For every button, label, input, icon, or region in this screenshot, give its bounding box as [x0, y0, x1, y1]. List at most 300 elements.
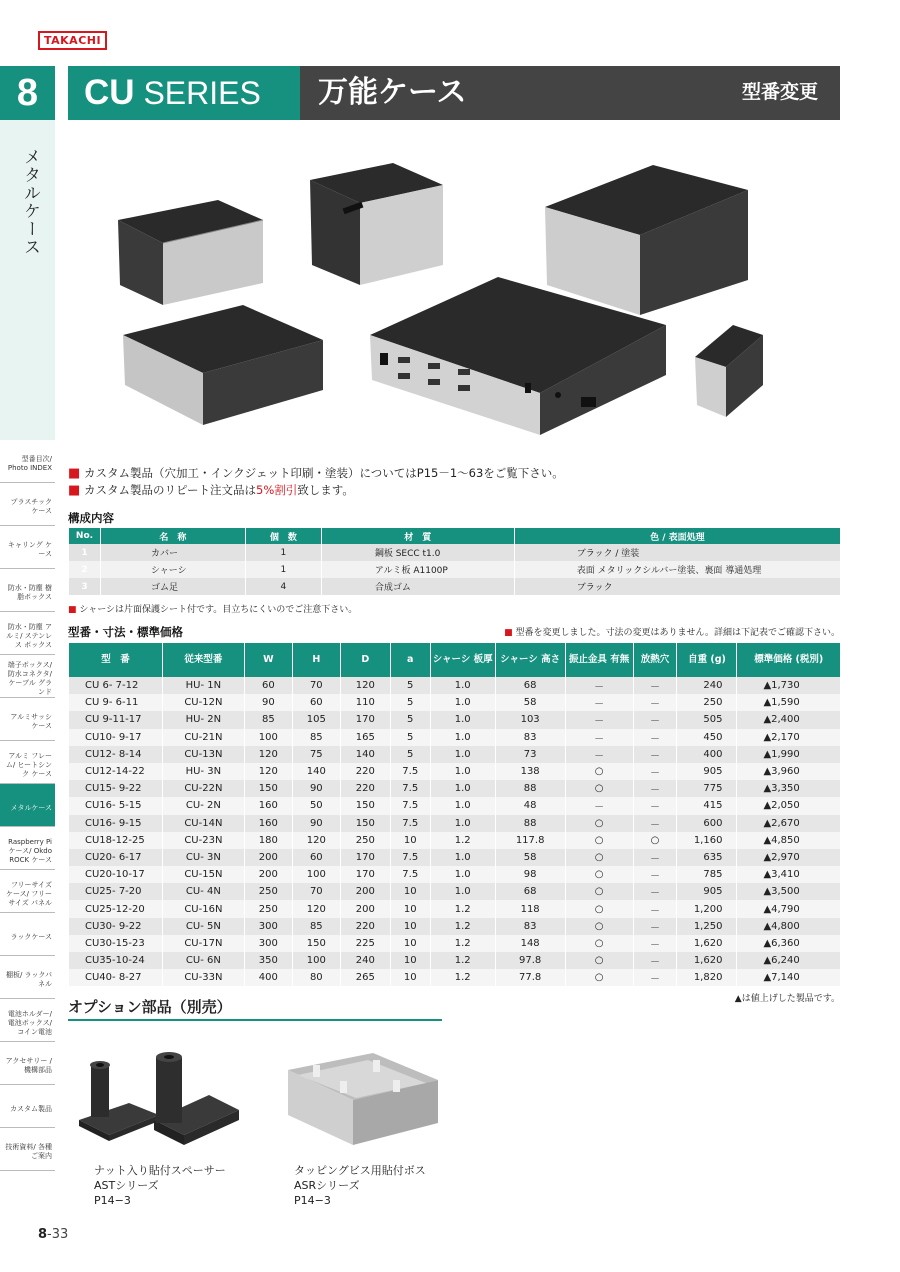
takachi-logo: TAKACHI [38, 31, 107, 50]
cell: 1,620 [677, 935, 737, 952]
model-change-badge: 型番変更 [741, 81, 818, 103]
cell: 785 [677, 866, 737, 883]
cell: アルミ板 A1100P [321, 561, 514, 578]
cell: 905 [677, 763, 737, 780]
cell: 150 [244, 780, 292, 797]
cell: ▲1,730 [737, 677, 840, 694]
chapter-title: メタルケース [20, 148, 40, 256]
cell: 905 [677, 883, 737, 900]
cell: － [633, 694, 677, 711]
table-row [69, 866, 841, 883]
cell: CU- 2N [162, 797, 244, 814]
model-change-notice [504, 625, 840, 638]
cell: 1,620 [677, 952, 737, 969]
cell: CU18-12-25 [69, 832, 163, 849]
cell: ▲6,240 [737, 952, 840, 969]
cell: ○ [565, 849, 633, 866]
col-d: D [340, 643, 390, 677]
table-row [69, 832, 841, 849]
cell: シャーシ [100, 561, 245, 578]
cell: 1.0 [430, 849, 495, 866]
cell: － [565, 711, 633, 728]
cell: 250 [244, 900, 292, 917]
product-photo [68, 135, 840, 450]
cell: 60 [292, 694, 340, 711]
cell: ▲7,140 [737, 969, 840, 986]
cell: ○ [565, 780, 633, 797]
cell: － [633, 815, 677, 832]
cell: 400 [677, 746, 737, 763]
cell: － [633, 797, 677, 814]
side-nav-item-custom[interactable]: カスタム製品 [0, 1085, 55, 1128]
series-name [84, 70, 261, 116]
cell: 83 [495, 729, 565, 746]
cell: 170 [340, 849, 390, 866]
cell: CU-22N [162, 780, 244, 797]
table-row [69, 815, 841, 832]
cell: 600 [677, 815, 737, 832]
cell: 50 [292, 797, 340, 814]
side-nav-item-accessory[interactable]: アクセサリー /機構部品 [0, 1042, 55, 1085]
cell: － [633, 763, 677, 780]
col-no: No. [69, 528, 101, 544]
option-boss-caption [294, 1163, 426, 1208]
cell: 2 [69, 561, 101, 578]
cell: CU-12N [162, 694, 244, 711]
cell: 合成ゴム [321, 578, 514, 595]
cell: ▲2,400 [737, 711, 840, 728]
custom-note-2-pre: カスタム製品のリピート注文品は [83, 483, 256, 497]
cell: 1,250 [677, 918, 737, 935]
cell: ブラック / 塗装 [514, 544, 840, 561]
cell: 85 [292, 729, 340, 746]
cell: CU20-10-17 [69, 866, 163, 883]
series-word: SERIES [143, 75, 261, 111]
cell: 77.8 [495, 969, 565, 986]
cell: 1.2 [430, 832, 495, 849]
cell: 505 [677, 711, 737, 728]
side-nav-item-aluminum-sash[interactable]: アルミサッシ ケース [0, 698, 55, 741]
cell: ▲2,170 [737, 729, 840, 746]
cell: 160 [244, 797, 292, 814]
cell: 148 [495, 935, 565, 952]
cell: 110 [340, 694, 390, 711]
side-nav-item-metal-case[interactable]: メタルケース [0, 784, 55, 827]
cell: CU15- 9-22 [69, 780, 163, 797]
cell: 7.5 [390, 797, 430, 814]
spec-header-row [69, 643, 841, 677]
cell: HU- 1N [162, 677, 244, 694]
composition-header-row [69, 528, 841, 544]
cell: 7.5 [390, 849, 430, 866]
cell: ▲3,960 [737, 763, 840, 780]
cell: ▲3,500 [737, 883, 840, 900]
cell: ▲1,590 [737, 694, 840, 711]
cell: CU- 3N [162, 849, 244, 866]
cell: 1.0 [430, 763, 495, 780]
case-image-large [545, 165, 748, 315]
cell: 150 [340, 797, 390, 814]
cell: 200 [340, 883, 390, 900]
col-name: 名 称 [100, 528, 245, 544]
chapter-number: 8 [0, 66, 55, 120]
cell: CU-33N [162, 969, 244, 986]
table-row [69, 952, 841, 969]
cell: 58 [495, 849, 565, 866]
spec-table [68, 643, 840, 986]
cell: 250 [244, 883, 292, 900]
side-nav-item-technical[interactable]: 技術資料/ 各種ご案内 [0, 1128, 55, 1171]
col-weight: 自重 (g) [677, 643, 737, 677]
cell: 60 [244, 677, 292, 694]
cell: 90 [292, 780, 340, 797]
cell: 165 [340, 729, 390, 746]
cell: ゴム足 [100, 578, 245, 595]
cell: 220 [340, 763, 390, 780]
cell: 1.0 [430, 729, 495, 746]
option-boss-series: ASRシリーズ [294, 1179, 360, 1192]
cell: CU- 5N [162, 918, 244, 935]
cell: ○ [633, 832, 677, 849]
cell: 1.2 [430, 952, 495, 969]
side-nav-item-plastic[interactable]: プラスチック ケース [0, 483, 55, 526]
cell: 1.2 [430, 900, 495, 917]
cell: 1,200 [677, 900, 737, 917]
cell: ○ [565, 918, 633, 935]
cell: ○ [565, 952, 633, 969]
cell: 120 [292, 900, 340, 917]
cell: 120 [340, 677, 390, 694]
cell: 5 [390, 711, 430, 728]
cell: － [633, 883, 677, 900]
cell: ▲2,970 [737, 849, 840, 866]
cell: 85 [292, 918, 340, 935]
cell: 117.8 [495, 832, 565, 849]
boss-image [278, 1045, 443, 1150]
cell: 300 [244, 935, 292, 952]
col-h: H [292, 643, 340, 677]
cell: CU-15N [162, 866, 244, 883]
side-nav-item-rack-case[interactable]: ラックケース [0, 913, 55, 956]
bullet-icon: ■ [68, 605, 77, 615]
cell: ○ [565, 935, 633, 952]
col-bracket: 振止金具 有無 [565, 643, 633, 677]
cell: 200 [340, 900, 390, 917]
cell: 265 [340, 969, 390, 986]
col-material: 材 質 [321, 528, 514, 544]
cell: 105 [292, 711, 340, 728]
cell: 90 [244, 694, 292, 711]
cell: 1 [245, 544, 321, 561]
cell: CU30- 9-22 [69, 918, 163, 935]
cell: 1.2 [430, 918, 495, 935]
cell: CU10- 9-17 [69, 729, 163, 746]
cell: ▲1,990 [737, 746, 840, 763]
cell: 5 [390, 746, 430, 763]
table-row [69, 935, 841, 952]
options-divider [68, 1019, 442, 1021]
table-row [69, 578, 841, 595]
cell: 100 [244, 729, 292, 746]
cell: カバー [100, 544, 245, 561]
cell: CU 9-11-17 [69, 711, 163, 728]
cell: 100 [292, 952, 340, 969]
chassis-note-text: シャーシは片面保護シート付です。目立ちにくいのでご注意下さい。 [79, 605, 358, 615]
cell: 85 [244, 711, 292, 728]
cell: ○ [565, 969, 633, 986]
cell: ▲3,410 [737, 866, 840, 883]
side-nav-item-raspberry[interactable]: Raspberry Piケース/ Okdo ROCK ケース [0, 827, 55, 870]
cell: ▲2,050 [737, 797, 840, 814]
cell: 7.5 [390, 780, 430, 797]
table-row [69, 918, 841, 935]
cell: 1.0 [430, 711, 495, 728]
spacer-image [74, 1035, 244, 1150]
cell: 225 [340, 935, 390, 952]
cell: CU12-14-22 [69, 763, 163, 780]
cell: 1 [69, 544, 101, 561]
cell: 120 [244, 763, 292, 780]
cell: 97.8 [495, 952, 565, 969]
model-change-notice-text: 型番を変更しました。寸法の変更はありません。詳細は下記表でご確認下さい。 [515, 628, 840, 638]
discount-text: 5%割引 [256, 483, 298, 497]
side-nav-item-carrying[interactable]: キャリング ケース [0, 526, 55, 569]
cell: CU-13N [162, 746, 244, 763]
cell: 88 [495, 780, 565, 797]
cell: CU16- 5-15 [69, 797, 163, 814]
cell: CU16- 9-15 [69, 815, 163, 832]
col-w: W [244, 643, 292, 677]
cell: 70 [292, 883, 340, 900]
bullet-icon: ■ [504, 628, 513, 638]
option-boss-name: タッピングビス用貼付ボス [294, 1164, 426, 1177]
cell: － [633, 729, 677, 746]
page-suffix: -33 [47, 1227, 69, 1242]
cell: 80 [292, 969, 340, 986]
cell: － [633, 935, 677, 952]
side-nav-item-free-size[interactable]: フリーサイズ ケース/ フリーサイズ パネル [0, 870, 55, 913]
cell: 10 [390, 900, 430, 917]
custom-note-1 [68, 465, 564, 482]
cell: 635 [677, 849, 737, 866]
cell: 200 [244, 866, 292, 883]
cell: ○ [565, 763, 633, 780]
cell: CU12- 8-14 [69, 746, 163, 763]
cell: 1.0 [430, 883, 495, 900]
col-price: 標準価格 (税別) [737, 643, 840, 677]
cell: 350 [244, 952, 292, 969]
cell: 5 [390, 677, 430, 694]
cell: 1,820 [677, 969, 737, 986]
case-image-flat [123, 305, 323, 425]
case-image-small-2 [695, 325, 763, 417]
cell: 300 [244, 918, 292, 935]
col-chassis-height: シャーシ 高さ [495, 643, 565, 677]
cell: 200 [244, 849, 292, 866]
spec-title: 型番・寸法・標準価格 [68, 625, 183, 639]
col-old-model: 従来型番 [162, 643, 244, 677]
cell: 240 [677, 677, 737, 694]
page-number [38, 1227, 68, 1242]
cell: 90 [292, 815, 340, 832]
cell: － [633, 918, 677, 935]
cell: 1,160 [677, 832, 737, 849]
table-row [69, 677, 841, 694]
option-spacer-name: ナット入り貼付スペーサー [94, 1164, 226, 1177]
cell: CU 6- 7-12 [69, 677, 163, 694]
cell: － [565, 729, 633, 746]
cell: ブラック [514, 578, 840, 595]
cell: 100 [292, 866, 340, 883]
custom-note-2 [68, 482, 564, 499]
cell: 180 [244, 832, 292, 849]
cell: － [565, 797, 633, 814]
cell: 118 [495, 900, 565, 917]
cell: 48 [495, 797, 565, 814]
cell: 1.0 [430, 797, 495, 814]
cell: 68 [495, 883, 565, 900]
custom-note-1-text: カスタム製品（穴加工・インクジェット印刷・塗装）についてはP15－1～63をご覧下さい。 [83, 466, 564, 480]
col-model: 型 番 [69, 643, 163, 677]
cell: 775 [677, 780, 737, 797]
bullet-icon: ■ [68, 466, 81, 481]
table-row [69, 746, 841, 763]
cell: 73 [495, 746, 565, 763]
cell: 240 [340, 952, 390, 969]
cell: 1.0 [430, 815, 495, 832]
cell: － [633, 866, 677, 883]
custom-note-2-post: 致します。 [297, 483, 354, 497]
cell: CU 9- 6-11 [69, 694, 163, 711]
cell: CU25- 7-20 [69, 883, 163, 900]
cell: ▲2,670 [737, 815, 840, 832]
cell: 10 [390, 883, 430, 900]
cell: CU-23N [162, 832, 244, 849]
cell: 120 [292, 832, 340, 849]
table-row [69, 561, 841, 578]
cell: CU-14N [162, 815, 244, 832]
cell: － [633, 677, 677, 694]
side-nav [0, 440, 55, 1171]
table-row [69, 694, 841, 711]
cell: 160 [244, 815, 292, 832]
cell: 1.0 [430, 694, 495, 711]
cell: 7.5 [390, 815, 430, 832]
cell: 1.2 [430, 935, 495, 952]
cell: 7.5 [390, 866, 430, 883]
cell: 表面 メタリックシルバー塗装、裏面 導通処理 [514, 561, 840, 578]
side-nav-item-aluminum-frame[interactable]: アルミ フレーム/ ヒートシンク ケース [0, 741, 55, 784]
page-chapter: 8 [38, 1227, 48, 1242]
side-nav-item-terminal[interactable]: 端子ボックス/ 防水コネクタ/ ケーブル グランド [0, 655, 55, 698]
cell: － [633, 780, 677, 797]
cell: ▲4,850 [737, 832, 840, 849]
cell: CU20- 6-17 [69, 849, 163, 866]
cell: ▲4,790 [737, 900, 840, 917]
options-title: オプション部品（別売） [68, 998, 232, 1016]
price-note: ▲は値上げした製品です。 [734, 994, 840, 1004]
col-vent: 放熱穴 [633, 643, 677, 677]
cell: ○ [565, 815, 633, 832]
side-nav-item-battery[interactable]: 電池ホルダー/ 電池ボックス/ コイン電池 [0, 999, 55, 1042]
cell: 5 [390, 694, 430, 711]
cell: 150 [340, 815, 390, 832]
side-nav-item-index[interactable]: 型番目次/ Photo INDEX [0, 440, 55, 483]
cell: CU25-12-20 [69, 900, 163, 917]
cell: 88 [495, 815, 565, 832]
composition-table [68, 528, 840, 595]
option-spacer-series: ASTシリーズ [94, 1179, 159, 1192]
table-row [69, 849, 841, 866]
col-chassis-thickness: シャーシ 板厚 [430, 643, 495, 677]
chassis-note [68, 602, 357, 615]
option-spacer-caption [94, 1163, 226, 1208]
table-row [69, 763, 841, 780]
cell: － [633, 849, 677, 866]
cell: ○ [565, 832, 633, 849]
cell: － [633, 969, 677, 986]
cell: 83 [495, 918, 565, 935]
cell: ○ [565, 883, 633, 900]
cell: CU30-15-23 [69, 935, 163, 952]
table-row [69, 544, 841, 561]
cell: － [633, 711, 677, 728]
cell: CU- 6N [162, 952, 244, 969]
cell: 103 [495, 711, 565, 728]
table-row [69, 969, 841, 986]
cell: 1.0 [430, 780, 495, 797]
cell: 60 [292, 849, 340, 866]
side-nav-item-waterproof-resin[interactable]: 防水・防塵 樹脂ボックス [0, 569, 55, 612]
table-row [69, 883, 841, 900]
cell: 7.5 [390, 763, 430, 780]
bullet-icon: ■ [68, 483, 81, 498]
table-row [69, 780, 841, 797]
cell: CU-21N [162, 729, 244, 746]
col-a: a [390, 643, 430, 677]
cell: ▲4,800 [737, 918, 840, 935]
cell: 120 [244, 746, 292, 763]
cell: CU35-10-24 [69, 952, 163, 969]
col-finish: 色 / 表面処理 [514, 528, 840, 544]
cell: － [633, 746, 677, 763]
cell: 5 [390, 729, 430, 746]
cell: 220 [340, 918, 390, 935]
table-row [69, 711, 841, 728]
cell: 250 [677, 694, 737, 711]
cell: 3 [69, 578, 101, 595]
cell: － [565, 677, 633, 694]
cell: 10 [390, 918, 430, 935]
cell: 4 [245, 578, 321, 595]
cell: 450 [677, 729, 737, 746]
cell: CU40- 8-27 [69, 969, 163, 986]
side-nav-item-waterproof-metal[interactable]: 防水・防塵 アルミ/ ステンレス ボックス [0, 612, 55, 655]
cell: CU- 4N [162, 883, 244, 900]
table-row [69, 729, 841, 746]
custom-notes [68, 465, 564, 499]
cell: ○ [565, 900, 633, 917]
col-qty: 個 数 [245, 528, 321, 544]
cell: ○ [565, 866, 633, 883]
option-boss-page: P14−3 [294, 1194, 331, 1207]
cell: － [633, 900, 677, 917]
case-image-small-1 [118, 200, 263, 305]
cell: 1.2 [430, 969, 495, 986]
cell: 58 [495, 694, 565, 711]
cell: 1 [245, 561, 321, 578]
side-nav-item-shelf[interactable]: 棚板/ ラックパネル [0, 956, 55, 999]
